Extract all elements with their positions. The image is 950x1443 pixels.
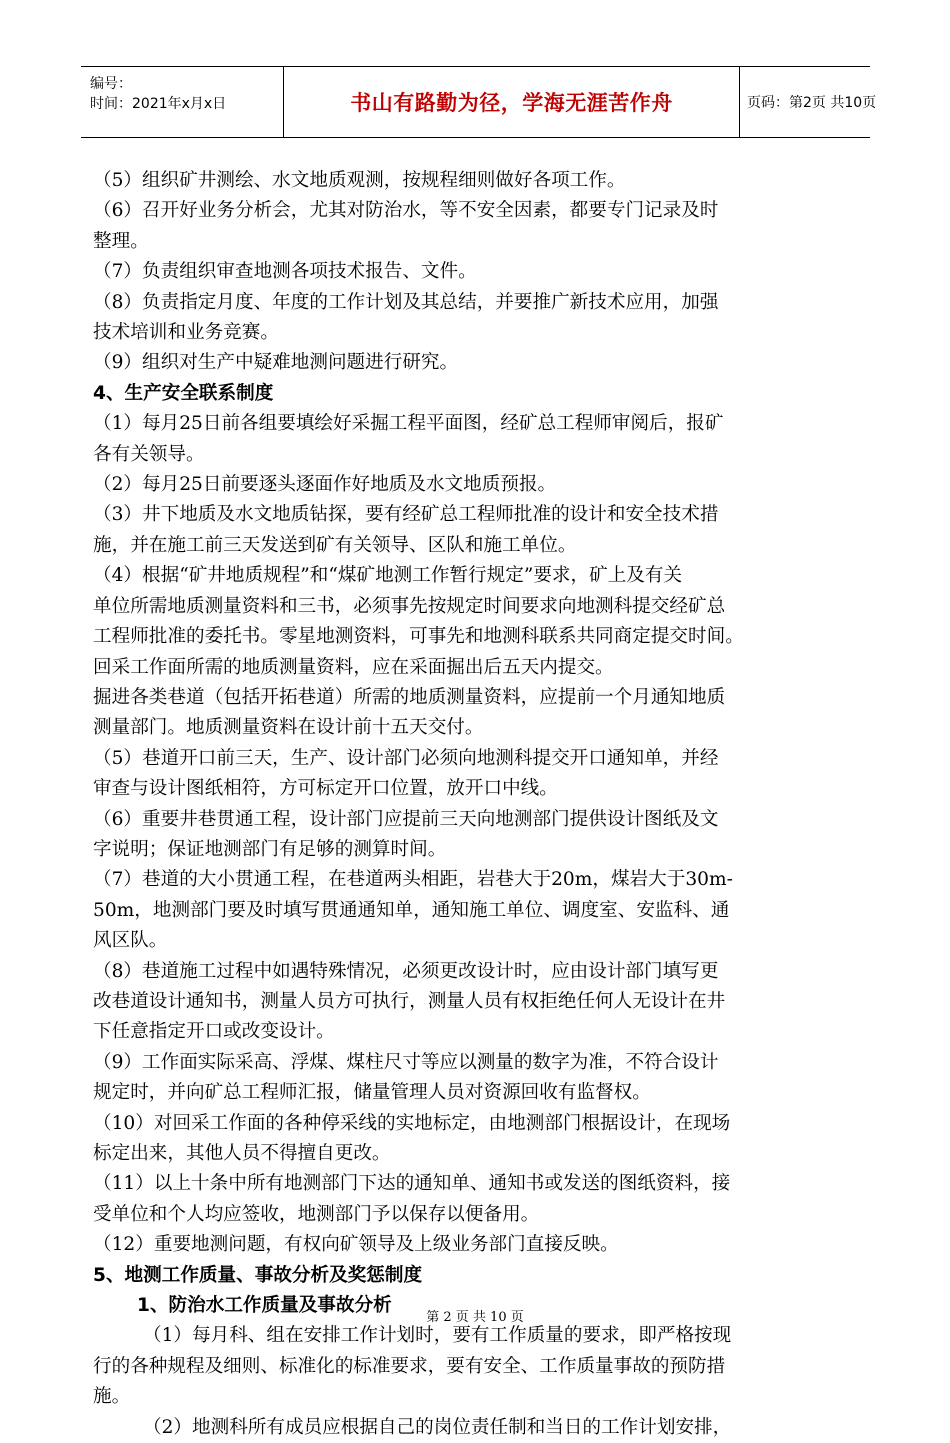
paragraph-line: （2）每月25日前要逐头逐面作好地质及水文地质预报。	[93, 474, 557, 496]
paragraph-line: 各有关领导。	[93, 443, 205, 465]
document-body	[93, 166, 863, 1443]
paragraph-line: 标定出来，其他人员不得擅自更改。	[93, 1143, 391, 1164]
section-heading-5: 5、地测工作质量、事故分析及奖惩制度	[93, 1264, 423, 1286]
paragraph-line: （8）巷道施工过程中如遇特殊情况，必须更改设计时，应由设计部门填写更	[93, 960, 719, 982]
paragraph-line: 下任意指定开口或改变设计。	[93, 1021, 335, 1043]
paragraph-line: 施，并在施工前三天发送到矿有关领导、区队和施工单位。	[93, 534, 577, 556]
document-time-label: 时间：2021年x月x日	[90, 96, 227, 112]
header-motto-cell	[283, 67, 740, 137]
section-heading-4: 4、生产安全联系制度	[93, 382, 274, 404]
paragraph-line: 测量部门。地质测量资料在设计前十五天交付。	[93, 717, 484, 739]
header-page-info: 页码：第2页 共10页	[747, 95, 877, 111]
paragraph-line: 50m，地测部门要及时填写贯通通知单，通知施工单位、调度室、安监科、通	[93, 899, 730, 921]
paragraph-line: （3）井下地质及水文地质钻探，要有经矿总工程师批准的设计和安全技术措	[93, 504, 719, 526]
paragraph-line: （7）负责组织审查地测各项技术报告、文件。	[93, 261, 477, 283]
page-footer: 第 2 页 共 10 页	[426, 1310, 524, 1325]
paragraph-line: （6）召开好业务分析会，尤其对防治水，等不安全因素，都要专门记录及时	[93, 200, 719, 222]
paragraph-line: （6）重要井巷贯通工程，设计部门应提前三天向地测部门提供设计图纸及文	[93, 808, 719, 830]
paragraph-line: （9）组织对生产中疑难地测问题进行研究。	[93, 352, 459, 374]
paragraph-line: （8）负责指定月度、年度的工作计划及其总结，并要推广新技术应用，加强	[93, 291, 719, 313]
paragraph-line: 改巷道设计通知书，测量人员方可执行，测量人员有权拒绝任何人无设计在井	[93, 990, 726, 1012]
paragraph-line: 回采工作面所需的地质测量资料，应在采面掘出后五天内提交。	[93, 656, 614, 678]
paragraph-line: （5）巷道开口前三天，生产、设计部门必须向地测科提交开口通知单，并经	[93, 747, 719, 769]
paragraph-line: （11）以上十条中所有地测部门下达的通知单、通知书或发送的图纸资料，接	[93, 1173, 731, 1195]
paragraph-line: 受单位和个人均应签收，地测部门予以保存以便备用。	[93, 1203, 540, 1225]
paragraph-line: 工程师批准的委托书。零星地测资料，可事先和地测科联系共同商定提交时间。	[93, 626, 744, 648]
paragraph-line: （4）根据“矿井地质规程”和“煤矿地测工作暂行规定”要求，矿上及有关	[93, 565, 683, 587]
header-left-cell	[81, 67, 281, 137]
page-header	[81, 66, 877, 138]
paragraph-line: （7）巷道的大小贯通工程，在巷道两头相距，岩巷大于20m，煤岩大于30m-	[93, 869, 733, 891]
paragraph-line: 技术培训和业务竞赛。	[93, 322, 279, 344]
paragraph-line: 规定时，并向矿总工程师汇报，储量管理人员对资源回收有监督权。	[93, 1082, 651, 1104]
paragraph-line: 掘进各类巷道（包括开拓巷道）所需的地质测量资料，应提前一个月通知地质	[93, 686, 726, 708]
paragraph-line: 整理。	[93, 230, 149, 252]
paragraph-line: 风区队。	[93, 930, 168, 952]
paragraph-line: 字说明；保证地测部门有足够的测算时间。	[93, 838, 447, 860]
paragraph-line: 行的各种规程及细则、标准化的标准要求，要有安全、工作质量事故的预防措	[93, 1355, 726, 1377]
paragraph-line: （12）重要地测问题，有权向矿领导及上级业务部门直接反映。	[93, 1234, 619, 1256]
paragraph-line: （10）对回采工作面的各种停采线的实地标定，由地测部门根据设计，在现场	[93, 1112, 731, 1134]
document-number-label: 编号：	[90, 76, 132, 92]
paragraph-line: 施。	[93, 1386, 131, 1408]
header-motto: 书山有路勤为径，学海无涯苦作舟	[350, 91, 673, 115]
paragraph-line: 审查与设计图纸相符，方可标定开口位置，放开口中线。	[93, 778, 558, 800]
paragraph-line: 单位所需地质测量资料和三书，必须事先按规定时间要求向地测科提交经矿总	[93, 595, 726, 617]
paragraph-line: （9）工作面实际采高、浮煤、煤柱尺寸等应以测量的数字为准，不符合设计	[93, 1051, 719, 1073]
paragraph-line: （2）地测科所有成员应根据自己的岗位责任制和当日的工作计划安排，	[143, 1416, 732, 1438]
paragraph-line: （1）每月科、组在安排工作计划时，要有工作质量的要求，即严格按现	[143, 1325, 732, 1347]
paragraph-line: （1）每月25日前各组要填绘好采掘工程平面图，经矿总工程师审阅后，报矿	[93, 413, 724, 435]
header-page-cell	[739, 67, 877, 137]
paragraph-line: （5）组织矿井测绘、水文地质观测，按规程细则做好各项工作。	[93, 170, 626, 191]
subsection-heading-1: 1、防治水工作质量及事故分析	[137, 1295, 392, 1317]
